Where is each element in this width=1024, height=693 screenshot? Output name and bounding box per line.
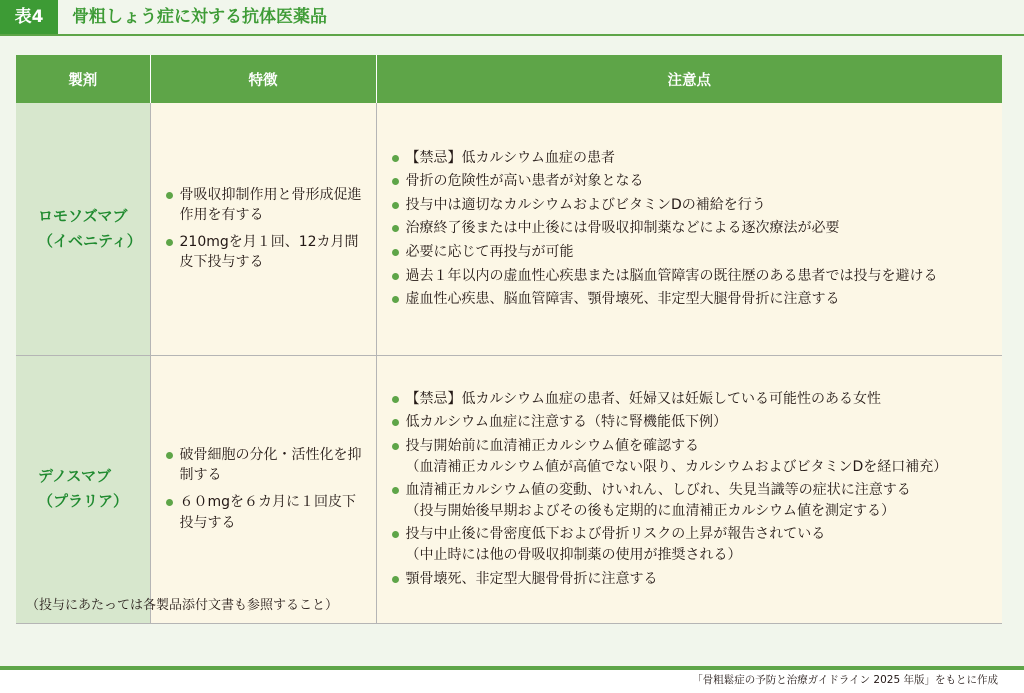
precautions-list: [391, 389, 993, 589]
precaution-item: 虚血性心疾患、脳血管障害、顎骨壊死、非定型大腿骨骨折に注意する: [391, 289, 993, 310]
drug-name-cell: [16, 355, 150, 623]
precaution-text: 投与開始前に血清補正カルシウム値を確認する: [405, 438, 700, 455]
table-row: [16, 355, 1002, 623]
precaution-item: [391, 436, 993, 477]
precaution-subtext: （血清補正カルシウム値が高値でない限り、カルシウムおよびビタミンDを経口補充）: [405, 458, 948, 475]
precaution-item: 骨折の危険性が高い患者が対象となる: [391, 171, 993, 192]
table-title-bar: [0, 0, 1024, 36]
feature-item: 210mgを月１回、12カ月間皮下投与する: [165, 232, 366, 273]
features-cell: [150, 355, 376, 623]
drug-name: ロモソズマブ: [38, 207, 128, 225]
column-header-features: 特徴: [150, 55, 376, 103]
precautions-cell: [376, 103, 1002, 355]
precaution-subtext: （中止時には他の骨吸収抑制薬の使用が推奨される）: [405, 546, 742, 563]
feature-item: 骨吸収抑制作用と骨形成促進作用を有する: [165, 185, 366, 226]
feature-item: ６０mgを６カ月に１回皮下投与する: [165, 492, 366, 533]
drug-name-cell: [16, 103, 150, 355]
table-title: 骨粗しょう症に対する抗体医薬品: [72, 7, 327, 27]
precaution-item: [391, 524, 993, 565]
column-header-drug: 製剤: [16, 55, 150, 103]
source-citation: 「骨粗鬆症の予防と治療ガイドライン 2025 年版」をもとに作成: [692, 674, 998, 686]
precautions-list: [391, 148, 993, 310]
drug-brand-name: （イベニティ）: [38, 231, 142, 250]
precaution-item: 【禁忌】低カルシウム血症の患者: [391, 148, 993, 169]
precaution-item: 【禁忌】低カルシウム血症の患者、妊婦又は妊娠している可能性のある女性: [391, 389, 993, 410]
precautions-cell: [376, 355, 1002, 623]
table-number-tag: 表4: [0, 0, 58, 34]
drug-brand-name: （プラリア）: [38, 492, 129, 510]
precaution-item: 過去１年以内の虚血性心疾患または脳血管障害の既往歴のある患者では投与を避ける: [391, 266, 993, 287]
drug-name: デノスマブ: [38, 467, 112, 486]
precaution-item: [391, 480, 993, 521]
features-list: [165, 445, 366, 533]
features-list: [165, 185, 366, 273]
antibody-drug-table: [16, 55, 1002, 624]
precaution-item: 投与中は適切なカルシウムおよびビタミンDの補給を行う: [391, 195, 993, 216]
precaution-item: 必要に応じて再投与が可能: [391, 242, 993, 263]
feature-item: 破骨細胞の分化・活性化を抑制する: [165, 445, 366, 486]
precaution-item: 治療終了後または中止後には骨吸収抑制薬などによる逐次療法が必要: [391, 218, 993, 239]
features-cell: [150, 103, 376, 355]
table-header-row: [16, 55, 1002, 103]
table-frame: [0, 36, 1024, 670]
table-footnote: （投与にあたっては各製品添付文書も参照すること）: [26, 598, 339, 613]
precaution-text: 投与中止後に骨密度低下および骨折リスクの上昇が報告されている: [405, 526, 826, 543]
precaution-item: 低カルシウム血症に注意する（特に腎機能低下例）: [391, 412, 993, 433]
precaution-text: 血清補正カルシウム値の変動、けいれん、しびれ、失見当識等の症状に注意する: [405, 482, 911, 499]
precaution-subtext: （投与開始後早期およびその後も定期的に血清補正カルシウム値を測定する）: [405, 502, 896, 519]
column-header-precautions: 注意点: [376, 55, 1002, 103]
table-row: [16, 103, 1002, 355]
precaution-item: 顎骨壊死、非定型大腿骨骨折に注意する: [391, 569, 993, 590]
